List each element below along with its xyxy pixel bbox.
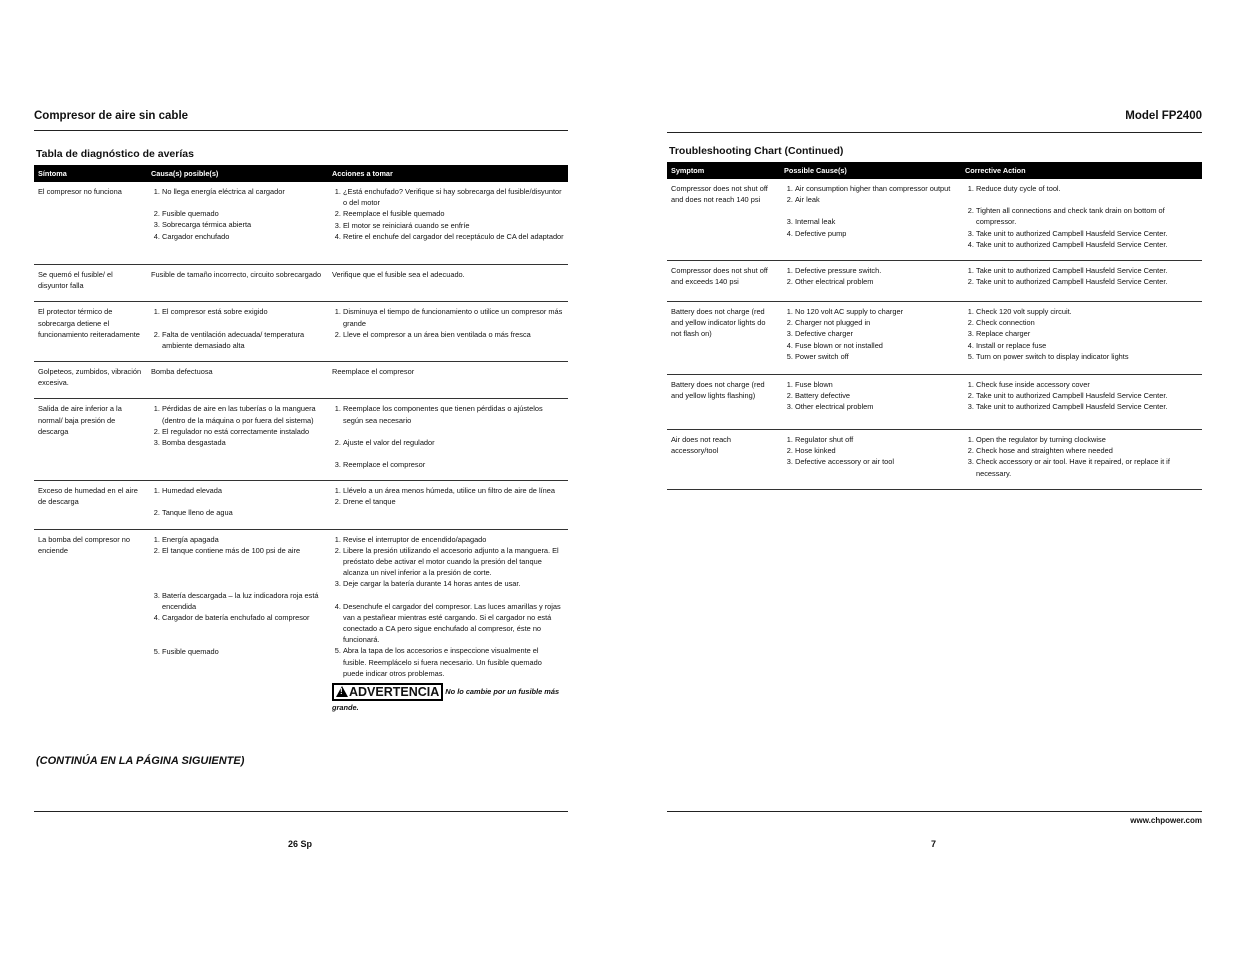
column-header: Corrective Action xyxy=(961,162,1202,179)
column-header: Acciones a tomar xyxy=(328,165,568,182)
cause-item: 3. Internal leak xyxy=(795,216,957,227)
table-header-row xyxy=(34,165,568,182)
warning-badge xyxy=(332,683,443,701)
cause-item: 2. Charger not plugged in xyxy=(795,317,957,328)
action-item: 1. Disminuya el tiempo de funcionamiento o utilice un compresor más grande xyxy=(343,306,564,328)
footer-rule xyxy=(667,811,1202,812)
footer-rule xyxy=(34,811,568,812)
cause-item: 4. Defective pump xyxy=(795,228,957,239)
action-item: 1. Check 120 volt supply circuit. xyxy=(976,306,1198,317)
cause-item: 2. Battery defective xyxy=(795,390,957,401)
actions-cell xyxy=(961,179,1202,261)
table-row xyxy=(667,261,1202,302)
table-header-row xyxy=(667,162,1202,179)
causes-cell: Bomba defectuosa xyxy=(147,362,328,399)
cause-item: 2. Falta de ventilación adecuada/ temperatura ambiente demasiado alta xyxy=(162,329,324,351)
cause-item: 1. Humedad elevada xyxy=(162,485,324,496)
column-header: Causa(s) posible(s) xyxy=(147,165,328,182)
table-row xyxy=(34,362,568,399)
cause-item: 3. Bomba desgastada xyxy=(162,437,324,448)
cause-item: 1. No llega energía eléctrica al cargador xyxy=(162,186,324,197)
actions-cell xyxy=(961,261,1202,302)
causes-cell xyxy=(147,182,328,265)
table-row xyxy=(667,375,1202,430)
table-row xyxy=(34,265,568,302)
symptom-cell: Exceso de humedad en el aire de descarga xyxy=(34,481,147,529)
cause-item: 1. Energía apagada xyxy=(162,534,324,545)
cause-item: 3. Other electrical problem xyxy=(795,401,957,412)
symptom-cell: Compressor does not shut off and exceeds 140 psi xyxy=(667,261,780,302)
cause-item: 2. Tanque lleno de agua xyxy=(162,507,324,518)
section-title: Troubleshooting Chart (Continued) xyxy=(669,145,844,157)
action-item: 1. ¿Está enchufado? Verifique si hay sobrecarga del fusible/disyuntor o del motor xyxy=(343,186,564,208)
symptom-cell: La bomba del compresor no enciende xyxy=(38,534,131,555)
action-item: 3. Reemplace el compresor xyxy=(343,459,564,470)
right-page xyxy=(667,0,1202,954)
section-title: Tabla de diagnóstico de averías xyxy=(36,148,194,160)
header-rule xyxy=(34,130,568,131)
cause-item: 4. Cargador enchufado xyxy=(162,231,324,242)
action-item: 2. Lleve el compresor a un área bien ventilada o más fresca xyxy=(343,329,564,340)
cause-item: 1. Air consumption higher than compressor output xyxy=(795,183,957,194)
troubleshooting-table-en xyxy=(667,162,1202,490)
table-row xyxy=(667,430,1202,490)
action-item: 1. Reduce duty cycle of tool. xyxy=(976,183,1198,194)
action-item: 2. Check connection xyxy=(976,317,1198,328)
action-item: 3. Take unit to authorized Campbell Hausfeld Service Center. xyxy=(976,228,1198,239)
cause-item: 2. El tanque contiene más de 100 psi de aire xyxy=(162,545,324,556)
causes-cell xyxy=(147,302,328,362)
actions-cell xyxy=(328,481,568,529)
warning-note xyxy=(332,683,564,715)
causes-cell xyxy=(780,302,961,375)
cause-item: 2. Other electrical problem xyxy=(795,276,957,287)
cause-item: 2. Fusible quemado xyxy=(162,208,324,219)
actions-cell xyxy=(328,529,568,725)
action-item: 3. Replace charger xyxy=(976,328,1198,339)
left-page xyxy=(34,0,568,954)
action-item: 4. Take unit to authorized Campbell Hausfeld Service Center. xyxy=(976,239,1198,250)
column-header: Possible Cause(s) xyxy=(780,162,961,179)
cause-item: 1. Fuse blown xyxy=(795,379,957,390)
header-rule xyxy=(667,132,1202,133)
actions-cell: Verifique que el fusible sea el adecuado. xyxy=(328,265,568,302)
action-item: 2. Reemplace el fusible quemado xyxy=(343,208,564,219)
actions-cell xyxy=(961,302,1202,375)
actions-cell xyxy=(328,182,568,265)
action-item: 2. Drene el tanque xyxy=(343,496,564,507)
cause-item: 1. Regulator shut off xyxy=(795,434,957,445)
action-item: 2. Take unit to authorized Campbell Hausfeld Service Center. xyxy=(976,390,1198,401)
action-item: 3. Take unit to authorized Campbell Hausfeld Service Center. xyxy=(976,401,1198,412)
actions-cell xyxy=(328,399,568,481)
actions-cell: Reemplace el compresor xyxy=(328,362,568,399)
action-item: 4. Retire el enchufe del cargador del receptáculo de CA del adaptador xyxy=(343,231,564,242)
causes-cell xyxy=(780,261,961,302)
page-number: 7 xyxy=(931,839,937,849)
cause-item: 1. No 120 volt AC supply to charger xyxy=(795,306,957,317)
cause-item: 1. Defective pressure switch. xyxy=(795,265,957,276)
symptom-cell: El compresor no funciona xyxy=(34,182,147,265)
causes-cell xyxy=(780,430,961,490)
page-number: 26 Sp xyxy=(288,839,313,849)
action-item: 4. Install or replace fuse xyxy=(976,340,1198,351)
action-item: 1. Reemplace los componentes que tienen pérdidas o ajústelos según sea necesario xyxy=(343,403,564,425)
column-header: Síntoma xyxy=(34,165,147,182)
warning-text: No lo cambie por un fusible más grande. xyxy=(332,687,560,713)
page-header-title: Model FP2400 xyxy=(1125,110,1202,122)
troubleshooting-table-es xyxy=(34,165,568,725)
table-row xyxy=(34,481,568,529)
symptom-cell: Battery does not charge (red and yellow lights flashing) xyxy=(667,375,780,430)
cause-item: 3. Batería descargada – la luz indicadora roja está encendida xyxy=(162,590,324,612)
symptom-cell: Battery does not charge (red and yellow indicator lights do not flash on) xyxy=(667,302,780,375)
actions-cell xyxy=(961,430,1202,490)
action-item: 2. Tighten all connections and check tank drain on bottom of compressor. xyxy=(976,205,1198,227)
warning-label: ADVERTENCIA xyxy=(349,685,440,700)
cause-item: 3. Defective accessory or air tool xyxy=(795,456,957,467)
page-header-title: Compresor de aire sin cable xyxy=(34,110,189,122)
action-item: 1. Open the regulator by turning clockwise xyxy=(976,434,1198,445)
table-row xyxy=(667,179,1202,261)
cause-item: 5. Power switch off xyxy=(795,351,957,362)
cause-item: 2. El regulador no está correctamente instalado xyxy=(162,426,324,437)
action-item: 1. Llévelo a un área menos húmeda, utilice un filtro de aire de línea xyxy=(343,485,564,496)
action-item: 4. Desenchufe el cargador del compresor. Las luces amarillas y rojas van a pestañear mientras esté cargando. Si el cargador no está conectado a CA pero sigue enchufado al compresor, éste no funcionará. xyxy=(343,601,564,646)
actions-cell xyxy=(328,302,568,362)
cause-item: 1. El compresor está sobre exigido xyxy=(162,306,324,317)
symptom-cell: Air does not reach accessory/tool xyxy=(667,430,780,490)
cause-item: 3. Sobrecarga térmica abierta xyxy=(162,219,324,230)
symptom-cell: Golpeteos, zumbidos, vibración excesiva. xyxy=(34,362,147,399)
warning-triangle-icon: ! xyxy=(336,686,348,697)
causes-cell xyxy=(147,399,328,481)
symptom-cell: El protector térmico de sobrecarga detiene el funcionamiento reiteradamente xyxy=(34,302,147,362)
action-item: 2. Ajuste el valor del regulador xyxy=(343,437,564,448)
website-url: www.chpower.com xyxy=(1130,816,1202,825)
symptom-cell: Compressor does not shut off and does not reach 140 psi xyxy=(667,179,780,261)
action-item: 2. Libere la presión utilizando el accesorio adjunto a la manguera. El preóstato debe activar el motor cuando la presión del tanque alcanza un nivel inferior a la presión de corte. xyxy=(343,545,564,579)
action-item: 3. Check accessory or air tool. Have it repaired, or replace it if necessary. xyxy=(976,456,1198,478)
cause-item: 2. Air leak xyxy=(795,194,957,205)
symptom-cell: Salida de aire inferior a la normal/ baja presión de descarga xyxy=(34,399,147,481)
table-row xyxy=(34,182,568,265)
causes-cell: Fusible de tamaño incorrecto, circuito sobrecargado xyxy=(147,265,328,302)
cause-item: 1. Pérdidas de aire en las tuberías o la manguera (dentro de la máquina o por fuera del sistema) xyxy=(162,403,324,425)
symptom-cell: Se quemó el fusible/ el disyuntor falla xyxy=(34,265,147,302)
causes-cell xyxy=(780,375,961,430)
action-item: 5. Abra la tapa de los accesorios e inspeccione visualmente el fusible. Reemplácelo si fuera necesario. Un fusible quemado puede indicar otros problemas. xyxy=(343,645,564,679)
causes-cell xyxy=(147,529,328,725)
continue-note: (CONTINÚA EN LA PÁGINA SIGUIENTE) xyxy=(36,755,245,767)
action-item: 3. Deje cargar la batería durante 14 horas antes de usar. xyxy=(343,578,564,589)
cause-item: 3. Defective charger xyxy=(795,328,957,339)
action-item: 1. Revise el interruptor de encendido/apagado xyxy=(343,534,564,545)
causes-cell xyxy=(780,179,961,261)
cause-item: 4. Cargador de batería enchufado al compresor xyxy=(162,612,324,623)
table-row xyxy=(667,302,1202,375)
action-item: 3. El motor se reiniciará cuando se enfríe xyxy=(343,220,564,231)
action-item: 5. Turn on power switch to display indicator lights xyxy=(976,351,1198,362)
action-item: 2. Take unit to authorized Campbell Hausfeld Service Center. xyxy=(976,276,1198,287)
cause-item: 4. Fuse blown or not installed xyxy=(795,340,957,351)
cause-item: 5. Fusible quemado xyxy=(162,646,324,657)
action-item: 2. Check hose and straighten where needed xyxy=(976,445,1198,456)
action-item: 1. Take unit to authorized Campbell Hausfeld Service Center. xyxy=(976,265,1198,276)
table-row xyxy=(34,529,568,725)
table-row xyxy=(34,399,568,481)
cause-item: 2. Hose kinked xyxy=(795,445,957,456)
action-item: 1. Check fuse inside accessory cover xyxy=(976,379,1198,390)
table-row xyxy=(34,302,568,362)
actions-cell xyxy=(961,375,1202,430)
causes-cell xyxy=(147,481,328,529)
column-header: Symptom xyxy=(667,162,780,179)
